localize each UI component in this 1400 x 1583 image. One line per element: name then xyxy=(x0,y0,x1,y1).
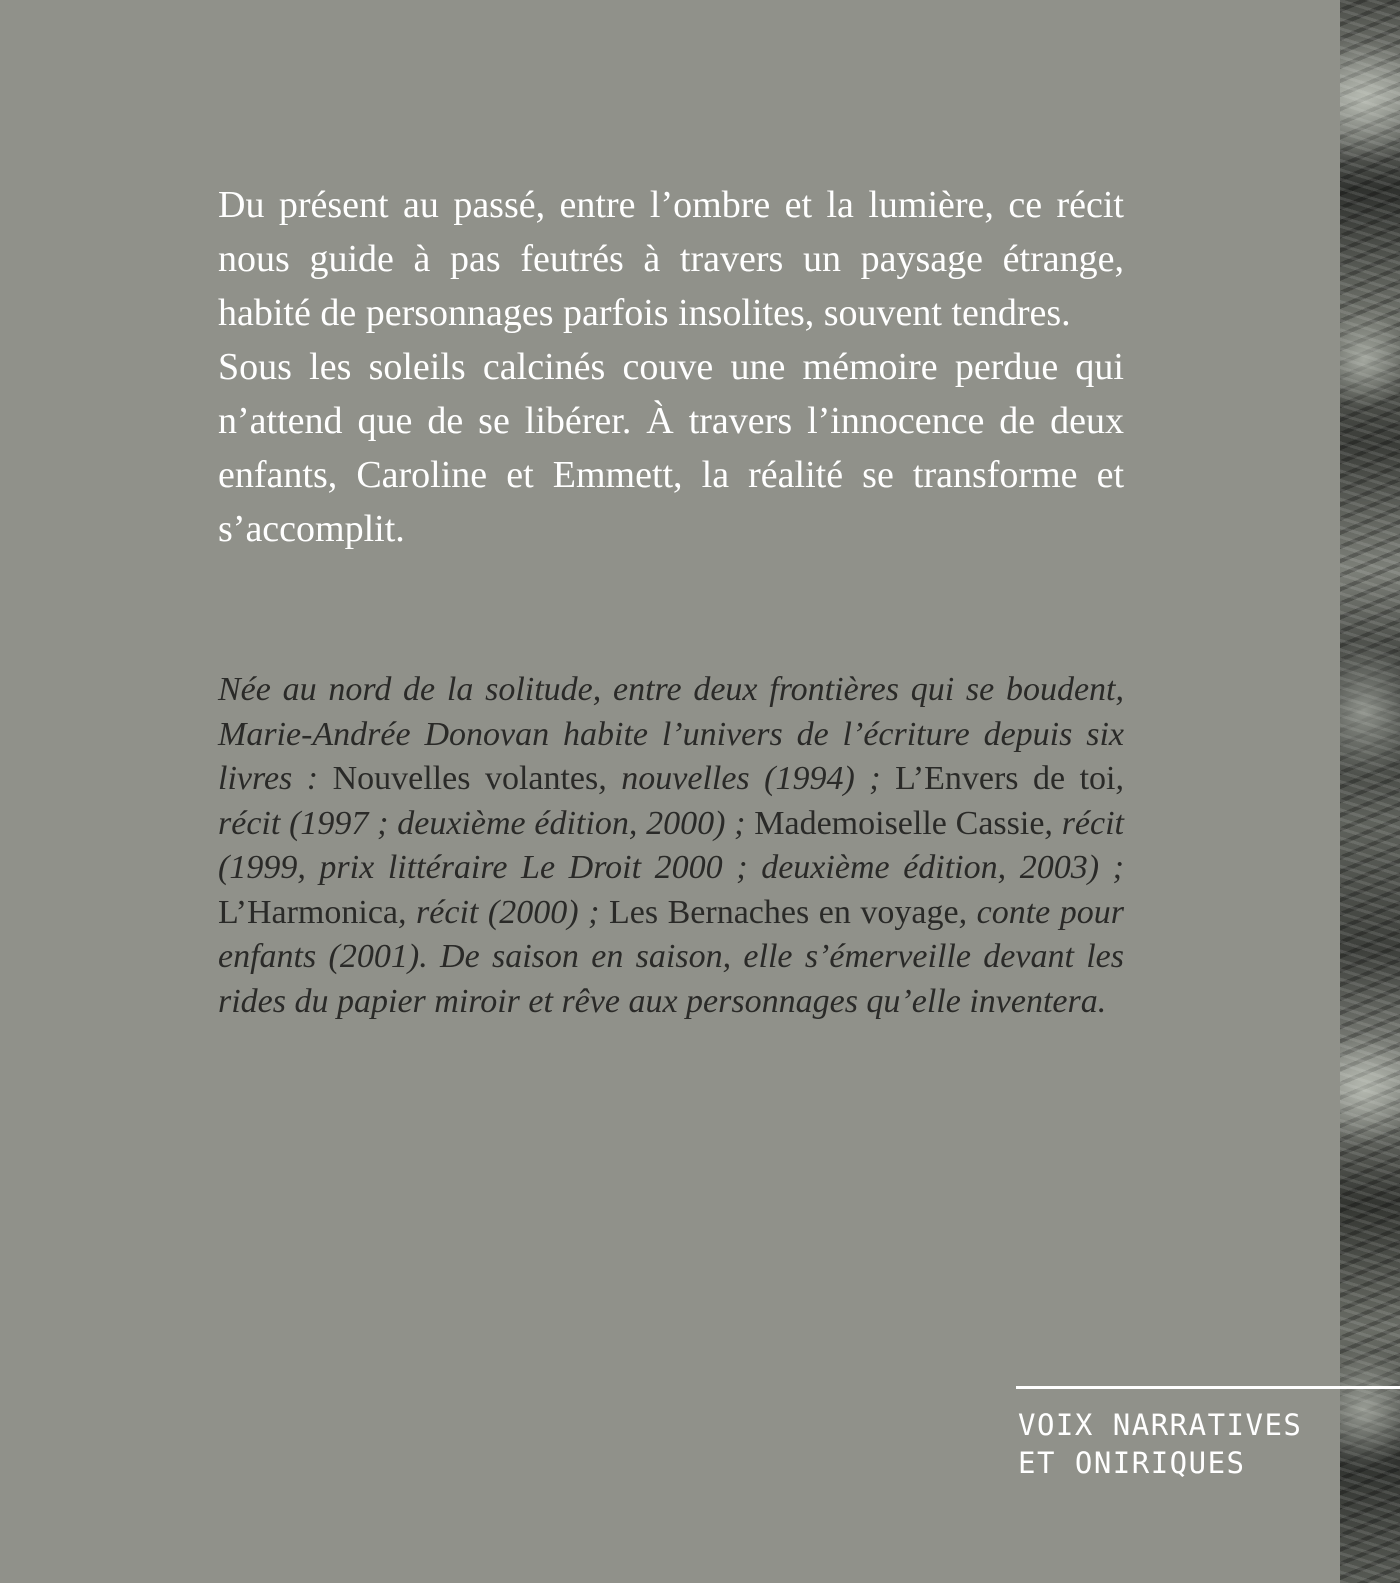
bio-closing: De saison en saison, elle s’émerveille devant les rides du papier miroir et rêve aux personnages qu’elle inventera. xyxy=(218,938,1125,1020)
book-title: Nouvelles volantes xyxy=(332,760,599,797)
blurb-paragraph-2: Sous les soleils calcinés couve une mémoire perdue qui n’attend que de se libérer. À travers l’innocence de deux enfants, Caroline et Emmett, la réalité se transforme et s’accomplit. xyxy=(218,346,1124,550)
series-line-2: ET ONIRIQUES xyxy=(1018,1446,1246,1480)
series-name xyxy=(1018,1406,1338,1482)
rock-highlight xyxy=(1340,20,1400,180)
book-info: , nouvelles (1994) ; xyxy=(598,760,896,797)
book-title: Les Bernaches en voyage xyxy=(608,893,959,931)
book-title: L’Envers de toi xyxy=(895,760,1116,797)
rock-photo-strip xyxy=(1340,0,1400,1583)
book-info: , récit (1997 ; deuxième édition, 2000) ; xyxy=(218,760,1124,842)
series-line-1: VOIX NARRATIVES xyxy=(1018,1408,1303,1442)
book-info: , conte pour enfants (2001). xyxy=(218,893,1125,975)
book-info: , récit (1999, prix littéraire Le Droit 2000 ; deuxième édition, 2003) ; xyxy=(218,804,1124,886)
series-divider xyxy=(1016,1386,1400,1389)
rock-highlight xyxy=(1340,1330,1400,1490)
bio-intro: Née au nord de la solitude, entre deux frontières qui se boudent, Marie-Andrée Donovan habite l’univers de l’écriture depuis six livres : xyxy=(218,671,1124,797)
rock-highlight xyxy=(1340,620,1400,800)
book-title: Mademoiselle Cassie xyxy=(754,804,1045,842)
rock-highlight xyxy=(1340,1020,1400,1160)
blurb-paragraph-1: Du présent au passé, entre l’ombre et la lumière, ce récit nous guide à pas feutrés à travers un paysage étrange, habité de personnages parfois insolites, souvent tendres. xyxy=(218,184,1124,334)
book-info: , récit (2000) ; xyxy=(398,893,609,931)
rock-highlight xyxy=(1340,300,1400,420)
book-blurb xyxy=(218,178,1124,556)
book-title: L’Harmonica xyxy=(218,893,399,931)
author-bio xyxy=(218,668,1124,1024)
